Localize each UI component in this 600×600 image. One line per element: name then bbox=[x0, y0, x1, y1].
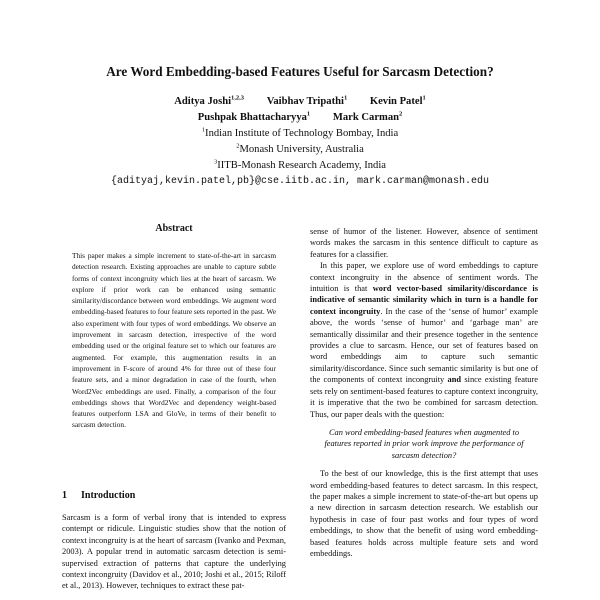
affiliation-1-text: Indian Institute of Technology Bombay, India bbox=[205, 128, 399, 139]
section-1-title: Introduction bbox=[81, 490, 136, 501]
paragraph-1-part-b: . In the case of the ‘sense of humor’ example above, the words ‘sense of humor’ and ‘garbage man’ are semantically dissimilar and their presence together in the sentence provides a clue to sarcasm. Hence, our set of features based on word embeddings aim to capture such semantic similarity/discordance. Since such semantic similarity is but one of the components of context incongruity bbox=[310, 306, 538, 385]
affiliation-3 bbox=[30, 158, 570, 174]
paper-title: Are Word Embedding-based Features Useful for Sarcasm Detection? bbox=[106, 64, 494, 79]
paragraph-1-bold: word vector-based similarity/discordance is indicative of semantic similarity which in turn is a handle for context incongruity bbox=[310, 284, 538, 316]
author-3 bbox=[370, 96, 426, 107]
author-line-2 bbox=[30, 110, 570, 126]
author-4-name: Pushpak Bhattacharyya bbox=[197, 112, 307, 123]
author-2-affil: 1 bbox=[343, 94, 348, 102]
affiliation-3-marker: 3 bbox=[213, 158, 218, 166]
author-block bbox=[30, 94, 570, 190]
author-line-1 bbox=[30, 94, 570, 110]
affiliation-1-marker: 1 bbox=[201, 126, 206, 134]
affiliation-1 bbox=[30, 126, 570, 142]
affiliation-2-text: Monash University, Australia bbox=[239, 144, 364, 155]
section-1-number: 1 bbox=[62, 490, 67, 501]
author-5-affil: 2 bbox=[399, 110, 403, 118]
research-question: Can word embedding-based features when augmented to features reported in prior work improve the performance of sarcasm detection? bbox=[324, 427, 524, 460]
introduction-text: Sarcasm is a form of verbal irony that is intended to express contempt or ridicule. Linguistic studies show that the notion of context incongruity is at the heart of sarcasm (Ivanko and Pexman, 2003). A popular trend in automatic sarcasm detection is semi-supervised extraction of patterns that capture the underlying context incongruity (Davidov et al., 2010; Joshi et al., 2015; Riloff et al., 2013). However, techniques to extract these pat- bbox=[62, 513, 286, 591]
author-1 bbox=[174, 96, 244, 107]
section-1-heading bbox=[62, 490, 286, 501]
author-2 bbox=[267, 96, 347, 107]
affiliation-2-marker: 2 bbox=[236, 142, 240, 150]
author-5-name: Mark Carman bbox=[332, 112, 400, 123]
author-emails: {adityaj,kevin.patel,pb}@cse.iitb.ac.in, mark.carman@monash.edu bbox=[110, 176, 490, 187]
author-3-name: Kevin Patel bbox=[369, 96, 423, 107]
right-paragraph-1 bbox=[310, 260, 538, 420]
author-1-name: Aditya Joshi bbox=[174, 96, 232, 107]
paragraph-1-bold-and: and bbox=[447, 375, 462, 385]
right-paragraph-0: sense of humor of the listener. However, absence of sentiment words makes the sarcasm in this sentence difficult to capture as features for a classifier. bbox=[310, 227, 538, 259]
author-3-affil: 1 bbox=[422, 94, 426, 102]
affiliation-2 bbox=[30, 142, 570, 158]
author-5 bbox=[333, 112, 402, 123]
affiliation-3-text: IITB-Monash Research Academy, India bbox=[217, 160, 386, 171]
paragraph-1-part-a: In this paper, we explore use of word embeddings to capture context incongruity in the absence of sentiment words. The intuition is that bbox=[310, 261, 538, 294]
right-paragraph-2: To the best of our knowledge, this is the first attempt that uses word embedding-based features to detect sarcasm. In this respect, the paper makes a simple increment to state-of-the-art but opens up a new direction in sarcasm detection research. We establish our hypothesis in case of four past works and four types of word embeddings, to show that the benefit of using word embedding-based features holds across multiple feature sets and word embeddings. bbox=[310, 469, 538, 558]
abstract-text: This paper makes a simple increment to state-of-the-art in sarcasm detection research. Existing approaches are unable to capture subtle forms of context incongruity which lies at the heart of sarcasm. We explore if prior work can be enhanced using semantic similarity/discordance between word embeddings. We augment word embedding-based features to four feature sets reported in the past. We also experiment with four types of word embeddings. We observe an improvement in sarcasm detection, irrespective of the word embedding used or the original feature set to which our features are augmented. For example, this augmentation results in an improvement in F-score of around 4% for three out of these four feature sets, and a minor degradation in case of the fourth, when Word2Vec embeddings are used. Finally, a comparison of the four embeddings shows that Word2Vec and dependency weight-based features outperform LSA and GloVe, in terms of their benefit to sarcasm detection. bbox=[72, 251, 276, 430]
paragraph-1-part-c: since existing feature sets rely on sentiment-based features to capture context incongruity, it is imperative that the two be combined for sarcasm detection. Thus, our paper deals with the question: bbox=[310, 375, 538, 419]
abstract-heading: Abstract bbox=[155, 223, 193, 234]
author-1-affil: 1,2,3 bbox=[231, 94, 245, 102]
author-4-affil: 1 bbox=[306, 110, 311, 118]
right-column bbox=[310, 226, 538, 559]
author-4 bbox=[198, 112, 310, 123]
author-2-name: Vaibhav Tripathi bbox=[266, 96, 344, 107]
